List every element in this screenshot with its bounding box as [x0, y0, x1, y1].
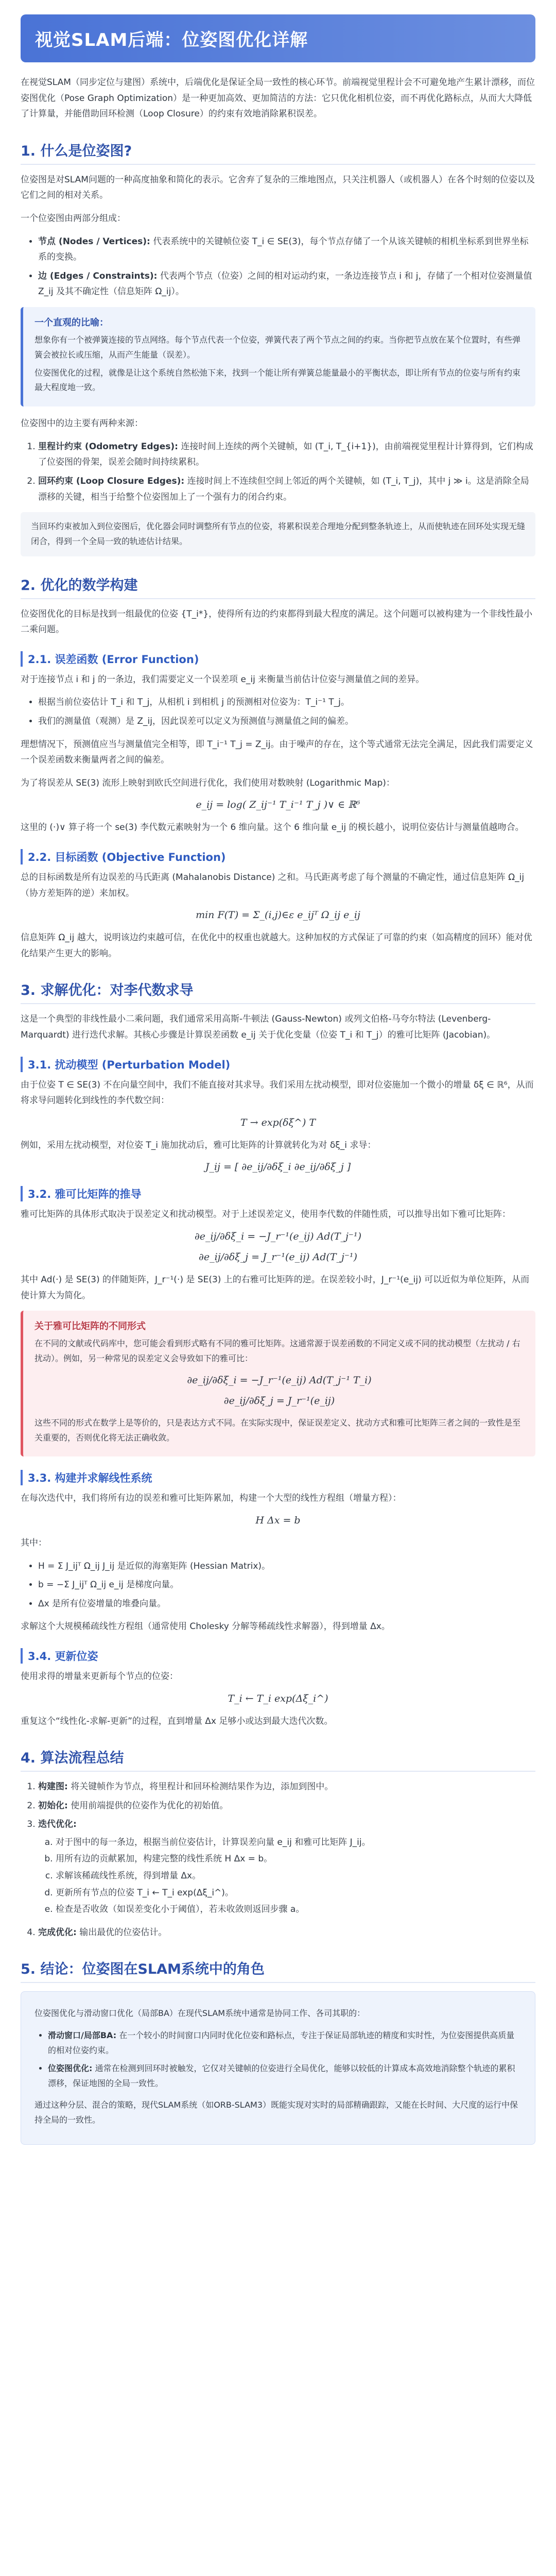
subsection-paragraph: 这里的 (·)∨ 算子将一个 se(3) 李代数元素映射为一个 6 维向量。这个 6 维向量 e_ij 的模长越小，说明位姿估计与测量值越吻合。	[21, 822, 524, 833]
section-2-paragraph: 位姿图优化的目标是找到一组最优的位姿 {T_i*}，使得所有边的约束都得到最大程度的满足。这个问题可以被构建为一个非线性最小二乘问题。	[21, 608, 533, 635]
conclusion-paragraph: 位姿图优化与滑动窗口优化（局部BA）在现代SLAM系统中通常是协同工作、各司其职的：	[34, 2008, 366, 2019]
subsection-2-2-heading: 2.2. 目标函数 (Objective Function)	[21, 849, 535, 865]
list-item-text: 在一个较小的时间窗口内同时优化位姿和路标点，专注于保证局部轨迹的精度和实时性，为位姿图提供高质量的相对位姿约束。	[48, 2030, 515, 2056]
list-item-term: 初始化:	[38, 1800, 68, 1811]
list-item: • 我们的测量值（观测）是 Z_ij，因此误差可以定义为预测值与测量值之间的偏差。	[38, 714, 535, 730]
section-2-heading: 2. 优化的数学构建	[21, 574, 535, 599]
update-formula: T_i ← T_i exp(Δξ_i^)	[228, 1692, 328, 1704]
algorithm-steps-list	[21, 1779, 535, 1940]
subsection-2-1-heading: 2.1. 误差函数 (Error Function)	[21, 651, 535, 667]
callout-title: 一个直观的比喻：	[34, 317, 109, 328]
list-item-text: 输出最优的位姿估计。	[79, 1927, 167, 1938]
section-1-paragraph: 位姿图中的边主要有两种来源：	[21, 418, 143, 429]
jacobian-i-formula: ∂e_ij/∂δξ_i = −J_r⁻¹(e_ij) Ad(T_j⁻¹)	[194, 1230, 361, 1242]
list-item-term: 完成优化:	[38, 1927, 77, 1938]
conclusion-paragraph: 通过这种分层、混合的策略，现代SLAM系统（如ORB-SLAM3）既能实现对实时的局部精确跟踪，又能在长时间、大尺度的运行中保持全局的一致性。	[34, 2100, 518, 2125]
list-item: b. 用所有边的贡献累加，构建完整的线性系统 H Δx = b。	[56, 1851, 535, 1867]
perturbation-formula: T → exp(δξ^) T	[240, 1116, 316, 1128]
section-1-paragraph: 位姿图是对SLAM问题的一种高度抽象和简化的表示。它舍弃了复杂的三维地图点，只关注机器人（或机器人）在各个时刻的位姿以及它们之间的相对关系。	[21, 174, 535, 201]
list-item	[48, 2061, 522, 2091]
list-item-term: 节点 (Nodes / Vertices):	[38, 236, 150, 247]
callout-paragraph: 想象你有一个被弹簧连接的节点网络。每个节点代表一个位姿，弹簧代表了两个节点之间的约束。当你把节点放在某个位置时，有些弹簧会被拉长或压缩，从而产生能量（误差）。	[34, 334, 521, 360]
list-item	[38, 268, 535, 300]
subsection-3-4-heading: 3.4. 更新位姿	[21, 1648, 535, 1664]
error-formula: e_ij = log( Z_ij⁻¹ T_i⁻¹ T_j )∨ ∈ ℝ⁶	[196, 799, 360, 811]
callout-paragraph: 这些不同的形式在数学上是等价的，只是表达方式不同。在实际实现中，保证误差定义、扰动方式和雅可比矩阵三者之间的一致性是至关重要的，否则优化将无法正确收敛。	[34, 1417, 521, 1443]
subsection-paragraph: 在每次迭代中，我们将所有边的误差和雅可比矩阵累加，构建一个大型的线性方程组（增量方程）：	[21, 1493, 402, 1504]
page-title: 视觉SLAM后端：位姿图优化详解	[35, 30, 308, 50]
callout-title: 关于雅可比矩阵的不同形式	[34, 1321, 146, 1332]
list-item-term: 回环约束 (Loop Closure Edges):	[38, 476, 185, 486]
list-item: e. 检查是否收敛（如误差变化小于阈值），若未收敛则返回步骤 a。	[56, 1902, 535, 1918]
alt-jacobian-i-formula: ∂e_ij/∂δξ_i = −J_r⁻¹(e_ij) Ad(T_j⁻¹ T_i)	[187, 1374, 372, 1386]
edge-types-list	[21, 439, 535, 505]
intro-paragraph: 在视觉SLAM（同步定位与建图）系统中，后端优化是保证全局一致性的核心环节。前端视觉里程计会不可避免地产生累计漂移，而位姿图优化（Pose Graph Optimization）是一种更加高效、更加简洁的方法：它只优化相机位姿，而不再优化路标点，从而大大降低了计算量，并能借助回环检测（Loop Closure）的约束有效地消除累积误差。	[21, 77, 535, 120]
list-item-term: 滑动窗口/局部BA:	[48, 2030, 117, 2041]
linear-system-terms-list	[21, 1558, 535, 1612]
subsection-paragraph: 为了将误差从 SE(3) 流形上映射到欧氏空间进行优化，我们使用对数映射 (Logarithmic Map)：	[21, 777, 395, 788]
jacobian-formula: J_ij = [ ∂e_ij/∂δξ_i ∂e_ij/∂δξ_j ]	[205, 1161, 351, 1173]
linear-system-formula: H Δx = b	[255, 1514, 301, 1526]
jacobian-forms-callout	[21, 1311, 535, 1456]
section-1-heading: 1. 什么是位姿图?	[21, 140, 535, 165]
list-item	[38, 1817, 535, 1918]
callout-paragraph: 在不同的文献或代码库中，您可能会看到形式略有不同的雅可比矩阵。这通常源于误差函数的不同定义或不同的扰动模型（左扰动 / 右扰动）。例如，另一种常见的误差定义会导致如下的雅可比：	[34, 1338, 520, 1363]
list-item: a. 对于图中的每一条边，根据当前位姿估计，计算误差向量 e_ij 和雅可比矩阵 J_ij。	[56, 1835, 535, 1851]
subsection-paragraph: 理想情况下，预测值应当与测量值完全相等，即 T_i⁻¹ T_j = Z_ij。由于噪声的存在，这个等式通常无法完全满足，因此我们需要定义一个误差函数来衡量两者之间的偏差。	[21, 739, 533, 766]
roles-list	[34, 2028, 522, 2091]
list-item: • b = −Σ J_ijᵀ Ω_ij e_ij 是梯度向量。	[38, 1577, 535, 1593]
section-1-paragraph: 一个位姿图由两部分组成：	[21, 213, 126, 224]
note-text: 当回环约束被加入到位姿图后，优化器会同时调整所有节点的位姿，将累积误差合理地分配到整条轨迹上，从而使轨迹在回环处实现无缝闭合，得到一个全局一致的轨迹估计结果。	[31, 521, 526, 546]
subsection-paragraph: 由于位姿 T ∈ SE(3) 不在向量空间中，我们不能直接对其求导。我们采用左扰动模型，即对位姿施加一个微小的增量 δξ ∈ ℝ⁶，从而将求导问题转化到线性的李代数空间：	[21, 1079, 534, 1106]
jacobian-j-formula: ∂e_ij/∂δξ_j = J_r⁻¹(e_ij) Ad(T_j⁻¹)	[199, 1251, 357, 1263]
callout-paragraph: 位姿图优化的过程，就像是让这个系统自然松弛下来，找到一个能让所有弹簧总能量最小的平衡状态，即让所有节点的位姿与所有约束最大程度地一致。	[34, 367, 521, 393]
list-item-term: 边 (Edges / Constraints):	[38, 270, 158, 281]
section-3-paragraph: 这是一个典型的非线性最小二乘问题，我们通常采用高斯-牛顿法 (Gauss-Newton) 或列文伯格-马夸尔特法 (Levenberg-Marquardt) 进行迭代求解。其核心步骤是计算误差函数 e_ij 关于优化变量（位姿 T_i 和 T_j）的雅可比矩阵 (Jacobian)。	[21, 1014, 496, 1040]
list-item-text: 连接时间上连续的两个关键帧，如 (T_i, T_{i+1})，由前端视觉里程计计算得到，它们构成了位姿图的骨架，误差会随时间持续累积。	[38, 441, 533, 468]
list-item	[38, 1779, 535, 1795]
list-item-term: 构建图:	[38, 1782, 68, 1792]
list-item	[38, 1798, 535, 1814]
conclusion-box	[21, 1991, 535, 2145]
list-item	[48, 2028, 522, 2058]
subsection-paragraph: 求解这个大规模稀疏线性方程组（通常使用 Cholesky 分解等稀疏线性求解器），得到增量 Δx。	[21, 1621, 390, 1632]
list-item-text: 连接时间上不连续但空间上邻近的两个关键帧，如 (T_i, T_j)，其中 j ≫ i。这是消除全局漂移的关键，相当于给整个位姿图加上了一个强有力的闭合约束。	[38, 476, 529, 502]
section-3-heading: 3. 求解优化：对李代数求导	[21, 979, 535, 1004]
subsection-paragraph: 例如，采用左扰动模型，对位姿 T_i 施加扰动后，雅可比矩阵的计算就转化为对 δξ_i 求导：	[21, 1140, 376, 1150]
list-item-text: 将关键帧作为节点，将里程计和回环检测结果作为边，添加到图中。	[71, 1782, 334, 1792]
list-item-text: 通常在检测到回环时被触发，它仅对关键帧的位姿进行全局优化，能够以较低的计算成本高效地消除整个轨迹的累积漂移，保证地图的全局一致性。	[48, 2063, 515, 2088]
list-item	[38, 473, 535, 505]
section-5-heading: 5. 结论：位姿图在SLAM系统中的角色	[21, 1958, 535, 1983]
subsection-paragraph: 其中：	[21, 1537, 47, 1548]
list-item-text: 代表系统中的关键帧位姿 T_i ∈ SE(3)，每个节点存储了一个从该关键帧的相机坐标系到世界坐标系的变换。	[38, 236, 529, 263]
subsection-paragraph: 使用求得的增量来更新每个节点的位姿：	[21, 1671, 178, 1682]
subsection-paragraph: 总的目标函数是所有边误差的马氏距离 (Mahalanobis Distance) 之和。马氏距离考虑了每个测量的不确定性，通过信息矩阵 Ω_ij（协方差矩阵的逆）来加权。	[21, 872, 525, 899]
list-item	[38, 439, 535, 470]
subsection-paragraph: 对于连接节点 i 和 j 的一条边，我们需要定义一个误差项 e_ij 来衡量当前估计位姿与测量值之间的差异。	[21, 674, 425, 685]
list-item	[38, 234, 535, 265]
list-item-text: 代表两个节点（位姿）之间的相对运动约束，一条边连接节点 i 和 j，存储了一个相对位姿测量值 Z_ij 及其不确定性（信息矩阵 Ω_ij）。	[38, 270, 532, 297]
header-banner	[21, 14, 535, 62]
subsection-3-2-heading: 3.2. 雅可比矩阵的推导	[21, 1186, 535, 1201]
analogy-callout	[21, 307, 535, 406]
error-steps-list	[21, 694, 535, 729]
subsection-paragraph: 雅可比矩阵的具体形式取决于误差定义和扰动模型。对于上述误差定义，使用李代数的伴随性质，可以推导出如下雅可比矩阵：	[21, 1209, 511, 1220]
list-item-text: 使用前端提供的位姿作为优化的初始值。	[71, 1800, 229, 1811]
note-box	[21, 512, 535, 556]
iteration-substeps-list	[38, 1835, 535, 1918]
graph-components-list	[21, 234, 535, 300]
subsection-3-1-heading: 3.1. 扰动模型 (Perturbation Model)	[21, 1057, 535, 1072]
list-item: • 根据当前位姿估计 T_i 和 T_j，从相机 i 到相机 j 的预测相对位姿为：T_i⁻¹ T_j。	[38, 694, 535, 710]
list-item: c. 求解该稀疏线性系统，得到增量 Δx。	[56, 1868, 535, 1884]
list-item: • H = Σ J_ijᵀ Ω_ij J_ij 是近似的海塞矩阵 (Hessian Matrix)。	[38, 1558, 535, 1574]
subsection-paragraph: 其中 Ad(·) 是 SE(3) 的伴随矩阵，J_r⁻¹(·) 是 SE(3) 上的右雅可比矩阵的逆。在误差较小时，J_r⁻¹(e_ij) 可以近似为单位矩阵，从而使计算大为简化。	[21, 1274, 530, 1301]
alt-jacobian-j-formula: ∂e_ij/∂δξ_j = J_r⁻¹(e_ij)	[223, 1395, 335, 1406]
section-4-heading: 4. 算法流程总结	[21, 1747, 535, 1772]
subsection-paragraph: 重复这个“线性化-求解-更新”的过程，直到增量 Δx 足够小或达到最大迭代次数。	[21, 1716, 333, 1726]
list-item	[38, 1925, 535, 1941]
list-item-term: 位姿图优化:	[48, 2063, 93, 2073]
list-item-term: 里程计约束 (Odometry Edges):	[38, 441, 178, 452]
objective-formula: min F(T) = Σ_(i,j)∈ε e_ijᵀ Ω_ij e_ij	[196, 909, 360, 921]
list-item-term: 迭代优化:	[38, 1819, 77, 1830]
subsection-3-3-heading: 3.3. 构建并求解线性系统	[21, 1470, 535, 1485]
subsection-paragraph: 信息矩阵 Ω_ij 越大，说明该边约束越可信，在优化中的权重也就越大。这种加权的方式保证了可靠的约束（如高精度的回环）能对优化结果产生更大的影响。	[21, 933, 532, 959]
list-item: • Δx 是所有位姿增量的堆叠向量。	[38, 1596, 535, 1612]
list-item: d. 更新所有节点的位姿 T_i ← T_i exp(Δξ_i^)。	[56, 1885, 535, 1901]
